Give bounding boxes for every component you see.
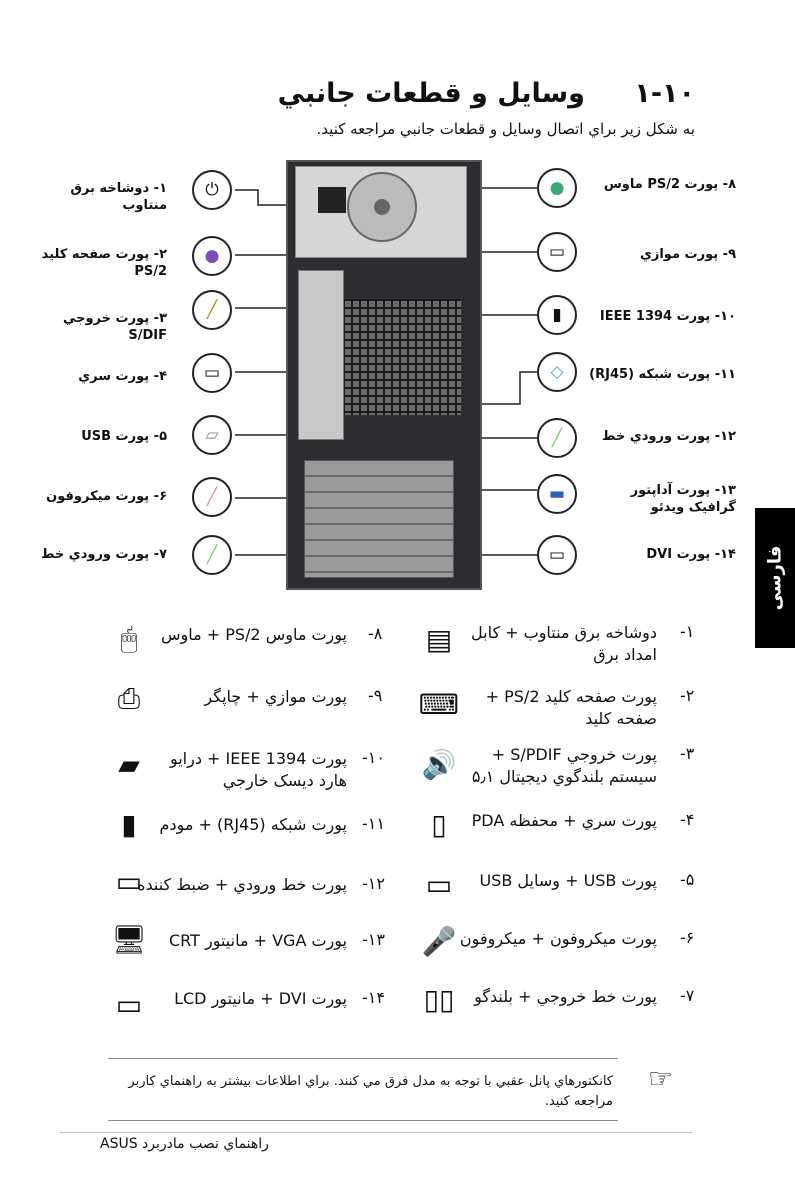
connector-label-11: ۱۱- پورت شبکه (RJ45) [589, 367, 736, 382]
device-text-3: پورت خروجي S/PDIF + سيستم بلندگوي ديجيتال ۵٫۱ [471, 745, 657, 786]
device-text-8: پورت ماوس PS/2 + ماوس [160, 625, 347, 644]
device-num-3: -۳ [680, 744, 695, 763]
device-num-11: -۱۱ [362, 814, 385, 833]
device-num-6: -۶ [680, 928, 695, 947]
microphone-icon: 🎤 [421, 924, 457, 958]
dvi-plug-icon: ▭ [537, 535, 577, 575]
device-text-1: دوشاخه برق منتاوب + کابل امداد برق [471, 623, 657, 664]
speaker-system-icon: 🔊 [421, 747, 457, 781]
device-text-13: پورت VGA + مانيتور CRT [168, 931, 347, 950]
modem-icon: ▮ [121, 807, 137, 841]
connector-label-1: ۱- دوشاخه برق منتاوب [70, 181, 167, 213]
ps2-mouse-plug-icon: ● [537, 168, 577, 208]
power-strip-icon: ▤ [425, 622, 453, 656]
device-num-14: -۱۴ [362, 988, 385, 1007]
device-num-5: -۵ [680, 870, 695, 889]
section-number: ۱-۱۰ [634, 78, 695, 109]
device-num-2: -۲ [680, 686, 695, 705]
device-text-10: پورت IEEE 1394 + درايو هارد ديسک خارجي [169, 749, 347, 790]
rear-io-panel [298, 270, 344, 440]
device-text-11: پورت شبکه (RJ45) + مودم [159, 815, 347, 834]
language-tab-label: فارسی [764, 545, 786, 611]
device-text-4: پورت سري + محفظه PDA [471, 811, 657, 830]
device-text-7: پورت خط خروجي + بلندگو [474, 987, 657, 1006]
mouse-icon: 🖱 [120, 622, 138, 655]
speakers-icon: ▯▯ [423, 982, 455, 1016]
footer-rule [60, 1132, 692, 1133]
connector-label-7: ۷- پورت ورودي خط [40, 547, 167, 562]
connector-label-14: ۱۴- پورت DVI [646, 547, 736, 562]
device-text-5: پورت USB + وسايل USB [479, 871, 657, 890]
printer-icon: ⎙ [117, 682, 141, 715]
device-text-6: پورت ميکروفون + ميکروفون [459, 929, 657, 948]
pda-icon: ▯ [431, 807, 447, 841]
device-num-13: -۱۳ [362, 930, 385, 949]
device-text-2: پورت صفحه کليد PS/2 + صفحه کليد [485, 687, 657, 728]
connector-label-3: ۳- پورت خروجي S/DIF [62, 311, 167, 343]
parallel-plug-icon: ▭ [537, 232, 577, 272]
section-intro: به شکل زیر براي اتصال وسایل و قطعات جانبي مراجعه کنيد. [316, 120, 695, 138]
microphone-plug-icon: ╱ [192, 477, 232, 517]
power-plug-icon: ⏻ [192, 170, 232, 210]
connector-label-9: ۹- پورت موازي [639, 247, 736, 262]
device-num-8: -۸ [368, 624, 383, 643]
connector-label-6: ۶- پورت ميکروفون [46, 489, 167, 504]
note-text: کانکتورهاي پانل عقبي با توجه به مدل فرق مي کنند. براي اطلاعات بيشتر به راهنماي کاربر مراجعه کنيد. [128, 1074, 613, 1109]
power-supply-unit [295, 166, 467, 258]
footer-text: راهنماي نصب مادربرد ASUS [100, 1136, 269, 1152]
expansion-slots [304, 460, 454, 578]
device-num-9: -۹ [368, 686, 383, 705]
connector-label-13: ۱۳- پورت آداپتور گرافيک ويدئو [630, 483, 736, 515]
spdif-plug-icon: ╱ [192, 290, 232, 330]
usb-plug-icon: ▱ [192, 415, 232, 455]
crt-monitor-icon: 🖥 [111, 922, 147, 956]
connector-label-8: ۸- پورت PS/2 ماوس [603, 177, 736, 192]
vga-plug-icon: ▬ [537, 474, 577, 514]
device-text-9: پورت موازي + چاپگر [204, 687, 347, 706]
external-drive-icon: ▰ [118, 747, 140, 781]
ps2-keyboard-plug-icon: ● [192, 236, 232, 276]
line-in-right-plug-icon: ╱ [537, 418, 577, 458]
recorder-icon: ▭ [115, 864, 143, 898]
note-bottom-rule [108, 1120, 618, 1121]
note-top-rule [108, 1058, 618, 1059]
device-num-1: -۱ [680, 622, 695, 641]
rj45-plug-icon: ◇ [537, 352, 577, 392]
serial-plug-icon: ▭ [192, 353, 232, 393]
line-in-plug-icon: ╱ [192, 535, 232, 575]
usb-device-icon: ▭ [425, 867, 453, 901]
device-num-10: -۱۰ [362, 748, 385, 767]
device-num-12: -۱۲ [362, 874, 385, 893]
device-text-14: پورت DVI + مانيتور LCD [174, 989, 347, 1008]
lcd-monitor-icon: ▭ [115, 987, 143, 1021]
case-fan-vent [334, 298, 462, 416]
keyboard-icon: ⌨ [418, 687, 460, 721]
device-num-7: -۷ [680, 986, 695, 1005]
section-title: وسایل و قطعات جانبي [277, 78, 585, 109]
ieee1394-plug-icon: ▮ [537, 295, 577, 335]
device-text-12: پورت خط ورودي + ضبط کننده [137, 875, 347, 894]
connector-label-5: ۵- پورت USB [81, 429, 167, 444]
connector-label-10: ۱۰- پورت IEEE 1394 [599, 309, 736, 324]
note-hand-icon: ☞ [648, 1062, 674, 1095]
connector-label-4: ۴- پورت سري [78, 369, 167, 384]
device-num-4: -۴ [680, 810, 695, 829]
connector-label-12: ۱۲- پورت ورودي خط [602, 429, 736, 444]
connector-label-2: ۲- پورت صفحه کليد PS/2 [41, 247, 167, 279]
